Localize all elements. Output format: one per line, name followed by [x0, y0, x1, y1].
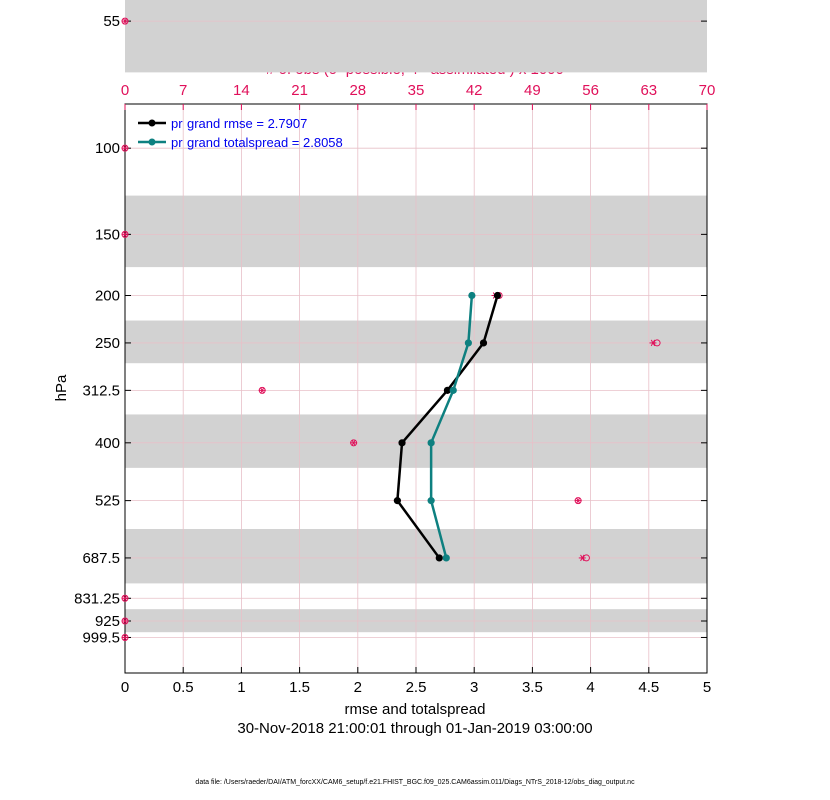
series-point	[428, 497, 435, 504]
top-x-tick-label: 7	[179, 82, 188, 99]
shaded-band	[125, 0, 707, 72]
series-point	[465, 339, 472, 346]
y-tick-label: 999.5	[82, 629, 120, 647]
y-tick-label: 525	[94, 492, 120, 510]
x-tick-label: 2	[353, 679, 362, 696]
top-x-tick-label: 63	[640, 82, 658, 99]
series-point	[450, 387, 457, 394]
y-tick-label: 400	[94, 434, 120, 452]
y-tick-label: 200	[94, 287, 120, 305]
date-range: 30-Nov-2018 21:00:01 through 01-Jan-2019 03:00:00	[237, 720, 593, 737]
x-tick-label: 1.5	[289, 679, 311, 696]
data-file-footer: data file: /Users/raeder/DAI/ATM_forcXX/CAM6_setup/f.e21.FHIST_BGC.f09_025.CAM6assim.011/Diags_NTrS_2018-12/obs_diag_output.nc	[195, 779, 635, 786]
y-tick-label: 100	[94, 140, 120, 158]
top-x-tick-label: 21	[291, 82, 308, 99]
series-point	[468, 292, 475, 299]
top-x-tick-label: 28	[349, 82, 367, 99]
series-point	[436, 554, 443, 561]
top-x-axis	[121, 82, 716, 110]
x-tick-label: 5	[702, 679, 712, 696]
y-tick-label: 925	[94, 613, 120, 630]
top-x-tick-label: 56	[582, 82, 599, 99]
x-tick-label: 4	[586, 679, 595, 696]
series-point	[480, 339, 487, 346]
legend	[138, 116, 343, 150]
series-point	[398, 439, 405, 446]
top-x-tick-label: 70	[698, 82, 716, 99]
legend-prefix-totalspread: pr	[171, 135, 183, 150]
top-x-tick-label: 42	[465, 82, 483, 99]
series-point	[494, 292, 501, 299]
x-tick-label: 1	[237, 679, 246, 696]
x-tick-label: 0.5	[172, 679, 194, 696]
legend-label-rmse: grand rmse = 2.7907	[187, 116, 308, 131]
y-tick-label: 250	[94, 334, 120, 352]
series-point	[443, 554, 450, 561]
y-tick-label: 831.25	[74, 590, 120, 608]
top-x-tick-label: 35	[407, 82, 425, 99]
x-tick-label: 0	[120, 679, 130, 696]
x-tick-label: 3.5	[521, 679, 543, 696]
y-tick-label: 312.5	[82, 382, 120, 400]
y-tick-label: 55	[103, 13, 120, 31]
legend-prefix-rmse: pr	[171, 116, 183, 131]
x-tick-label: 3	[470, 679, 479, 696]
legend-marker-totalspread	[149, 139, 156, 146]
legend-label-totalspread: grand totalspread = 2.8058	[187, 135, 343, 150]
top-x-tick-label: 14	[233, 82, 250, 99]
top-x-tick-label: 49	[524, 82, 541, 99]
series-point	[394, 497, 401, 504]
x-tick-label: 2.5	[405, 679, 427, 696]
series-point	[428, 439, 435, 446]
bottom-x-axis	[121, 667, 711, 696]
y-axis-label: hPa	[53, 374, 70, 402]
x-axis-label: rmse and totalspread	[344, 701, 486, 718]
y-tick-label: 150	[94, 226, 120, 244]
top-x-tick-label: 0	[120, 82, 130, 99]
y-tick-label: 687.5	[82, 549, 120, 567]
x-tick-label: 4.5	[638, 679, 660, 696]
legend-marker-rmse	[149, 120, 156, 127]
